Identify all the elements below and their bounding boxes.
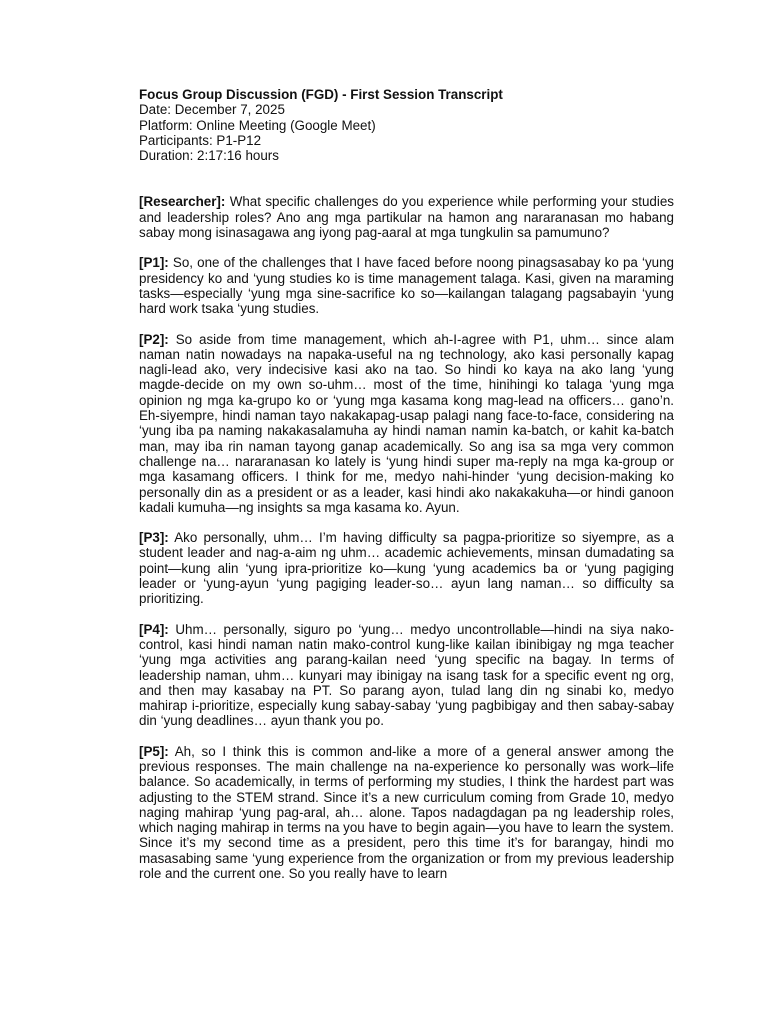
entry-text: So aside from time management, which ah-I-agree with P1, uhm… since alam naman natin nowadays na napaka-useful na ng technology, ako kasi personally kapag nagli-lead ako, very indecisive kasi ako na tao. So hindi ko kaya na ako lang ‘yung magde-decide on my own so-uhm… most of the time, hinihingi ko talaga ‘yung mga opinion ng mga ka-grupo ko or ‘yung mga kasama kong mag-lead na officers… gano’n. Eh-siyempre, hindi naman tayo nakakapag-usap palagi nang face-to-face, considering na ‘yung iba pa naming nakakasalamuha ay hindi naman namin ka-batch, or kahit ka-batch man, may iba rin naman tayong ganap academically. So ang isa sa mga very common challenge na… nararanasan ko lately is ‘yung hindi super ma-reply na mga ka-group or mga kasamang officers. I think for me, medyo nahi-hinder ‘yung decision-making ko personally din as a president or as a leader, kasi hindi ako nakakakuha—or hindi ganoon kadali kumuha—ng insights sa mga kasama ko. Ayun. — [139, 331, 674, 515]
entry-text: Uhm… personally, siguro po ‘yung… medyo uncontrollable—hindi na siya nako-control, kasi hindi naman natin mako-control kung-like kailan ibinibigay ng mga teacher ‘yung mga activities ang parang-kailan need ‘yung specific na bagay. In terms of leadership naman, uhm… kunyari may ibinigay na isang task for a specific event ng org, and then may kasabay na PT. So parang ayon, tulad lang din ng sinabi ko, medyo mahirap i-prioritize, especially kung sabay-sabay ‘yung pagbibigay and then sabay-sabay din ‘yung deadlines… ayun thank you po. — [139, 621, 674, 729]
entry-p3 — [139, 530, 674, 606]
entry-text: Ako personally, uhm… I’m having difficulty sa pagpa-prioritize so siyempre, as a student leader and nag-a-aim ng uhm… academic achievements, minsan dumadating sa point—kung alin ‘yung ipra-prioritize ko—kung ‘yung academics ba or ‘yung pagiging leader or ‘yung-ayun ‘yung pagiging leader-so… ayun lang naman… so difficulty sa prioritizing. — [139, 530, 674, 607]
speaker-label: [P5]: — [139, 743, 169, 759]
entry-p2 — [139, 332, 674, 516]
entry-text: What specific challenges do you experience while performing your studies and leadership roles? Ano ang mga partikular na hamon ang nararanasan mo habang sabay mong isinasagawa ang iyong pag-aaral at mga tungkulin sa pamumuno? — [139, 194, 674, 241]
meta-date: Date: December 7, 2025 — [139, 102, 285, 118]
entry-p5 — [139, 744, 674, 882]
meta-participants: Participants: P1-P12 — [139, 132, 262, 148]
speaker-label: [P4]: — [139, 621, 169, 637]
meta-duration: Duration: 2:17:16 hours — [139, 148, 279, 164]
entry-text: So, one of the challenges that I have faced before noong pinagsasabay ko pa ‘yung presidency ko and ‘yung studies ko is time management talaga. Kasi, given na maraming tasks—especially ‘yung mga sine-sacrifice ko so—kailangan talagang pagsabayin ‘yung hard work tsaka ‘yung studies. — [139, 255, 674, 317]
speaker-label: [P3]: — [139, 530, 169, 546]
speaker-label: [Researcher]: — [139, 194, 226, 210]
entry-p4 — [139, 622, 674, 729]
transcript-body — [139, 194, 674, 881]
entry-p1 — [139, 255, 674, 316]
speaker-label: [P2]: — [139, 331, 169, 347]
meta-platform: Platform: Online Meeting (Google Meet) — [139, 117, 376, 133]
document-title: Focus Group Discussion (FGD) - First Session Transcript — [139, 87, 503, 102]
entry-text: Ah, so I think this is common and-like a more of a general answer among the previous responses. The main challenge na na-experience ko personally was work–life balance. So academically, in terms of performing my studies, I think the hardest part was adjusting to the STEM strand. Since it’s a new curriculum coming from Grade 10, medyo naging mahirap ‘yung pag-aral, ah… alone. Tapos nadagdagan pa ng leadership roles, which naging mahirap in terms na you have to begin again—you have to learn the system. Since it’s my second time as a president, pero this time it’s for barangay, hindi mo masasabing same ‘yung experience from the organization or from my previous leadership role and the current one. So you really have to learn — [139, 743, 674, 882]
document-header — [139, 87, 674, 163]
transcript-page — [139, 87, 674, 896]
entry-researcher — [139, 194, 674, 240]
speaker-label: [P1]: — [139, 255, 169, 271]
